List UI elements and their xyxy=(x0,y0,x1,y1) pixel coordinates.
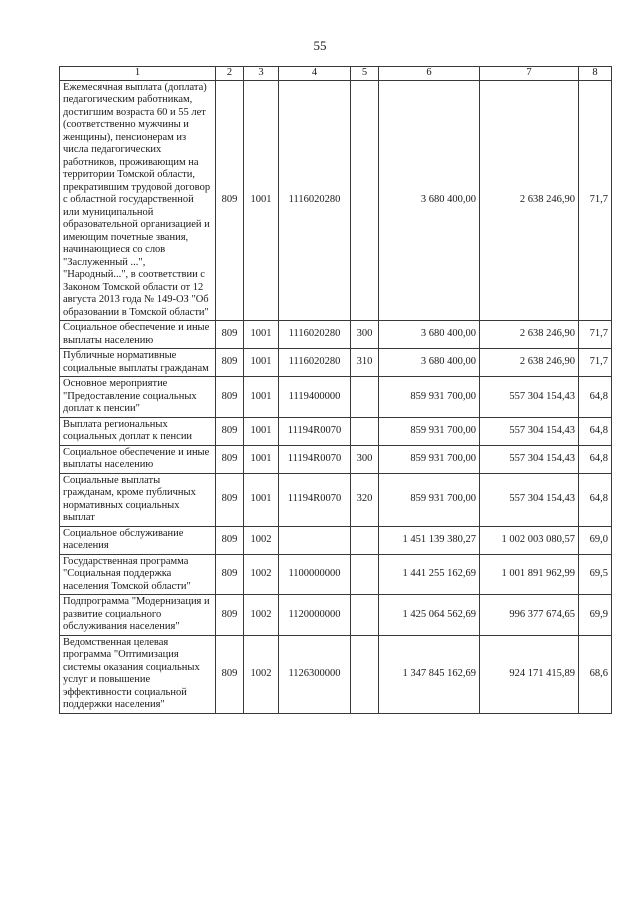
row-planned-amount: 1 347 845 162,69 xyxy=(379,635,480,713)
table-row xyxy=(60,526,612,554)
row-percent: 71,7 xyxy=(579,80,612,321)
row-expense-type xyxy=(351,635,379,713)
row-section-code: 1002 xyxy=(244,595,279,636)
row-target-code: 1119400000 xyxy=(279,377,351,418)
col-header-3: 3 xyxy=(244,67,279,81)
row-executed-amount: 1 001 891 962,99 xyxy=(480,554,579,595)
row-expense-type xyxy=(351,377,379,418)
table-row xyxy=(60,635,612,713)
row-percent: 64,8 xyxy=(579,417,612,445)
row-executed-amount: 924 171 415,89 xyxy=(480,635,579,713)
row-expense-type xyxy=(351,80,379,321)
row-expense-type xyxy=(351,526,379,554)
row-target-code: 1116020280 xyxy=(279,80,351,321)
row-name: Государственная программа "Социальная поддержка населения Томской области" xyxy=(60,554,216,595)
col-header-4: 4 xyxy=(279,67,351,81)
row-section-code: 1002 xyxy=(244,554,279,595)
row-ministry-code: 809 xyxy=(216,526,244,554)
row-ministry-code: 809 xyxy=(216,417,244,445)
row-name: Основное мероприятие "Предоставление социальных доплат к пенсии" xyxy=(60,377,216,418)
row-target-code: 1116020280 xyxy=(279,349,351,377)
row-planned-amount: 859 931 700,00 xyxy=(379,377,480,418)
row-target-code: 11194R0070 xyxy=(279,473,351,526)
row-name: Выплата региональных социальных доплат к пенсии xyxy=(60,417,216,445)
row-name: Ведомственная целевая программа "Оптимизация системы оказания социальных услуг и повышение эффективности социальной поддержки населения" xyxy=(60,635,216,713)
row-ministry-code: 809 xyxy=(216,595,244,636)
row-section-code: 1001 xyxy=(244,349,279,377)
row-ministry-code: 809 xyxy=(216,377,244,418)
table-row xyxy=(60,554,612,595)
page-number: 55 xyxy=(313,38,327,53)
row-planned-amount: 859 931 700,00 xyxy=(379,417,480,445)
row-planned-amount: 3 680 400,00 xyxy=(379,80,480,321)
row-executed-amount: 996 377 674,65 xyxy=(480,595,579,636)
row-section-code: 1002 xyxy=(244,635,279,713)
row-expense-type: 300 xyxy=(351,445,379,473)
row-executed-amount: 557 304 154,43 xyxy=(480,417,579,445)
row-name: Социальное обеспечение и иные выплаты населению xyxy=(60,445,216,473)
row-executed-amount: 557 304 154,43 xyxy=(480,473,579,526)
row-name: Подпрограмма "Модернизация и развитие социального обслуживания населения" xyxy=(60,595,216,636)
row-executed-amount: 2 638 246,90 xyxy=(480,321,579,349)
budget-table xyxy=(59,66,612,714)
row-target-code: 11194R0070 xyxy=(279,445,351,473)
row-ministry-code: 809 xyxy=(216,445,244,473)
row-target-code: 1100000000 xyxy=(279,554,351,595)
col-header-2: 2 xyxy=(216,67,244,81)
row-name: Социальное обслуживание населения xyxy=(60,526,216,554)
row-section-code: 1001 xyxy=(244,377,279,418)
row-expense-type: 300 xyxy=(351,321,379,349)
row-section-code: 1001 xyxy=(244,417,279,445)
table-row xyxy=(60,595,612,636)
row-ministry-code: 809 xyxy=(216,321,244,349)
row-expense-type: 310 xyxy=(351,349,379,377)
row-ministry-code: 809 xyxy=(216,635,244,713)
row-executed-amount: 2 638 246,90 xyxy=(480,80,579,321)
row-planned-amount: 1 451 139 380,27 xyxy=(379,526,480,554)
row-ministry-code: 809 xyxy=(216,473,244,526)
row-ministry-code: 809 xyxy=(216,80,244,321)
row-percent: 71,7 xyxy=(579,349,612,377)
row-name: Ежемесячная выплата (доплата) педагогическим работникам, достигшим возраста 60 и 55 лет (соответственно мужчины и женщины), пенсионерам из числа педагогических работников, проживающим на территории Томской области, прекратившим трудовой договор с областной государственной или муниципальной образовательной организацией и имеющим почетные звания, начинающиеся со слов "Заслуженный ...", "Народный...", в соответствии с Законом Томской области от 12 августа 2013 года № 149-ОЗ "Об образовании в Томской области" xyxy=(60,80,216,321)
row-expense-type xyxy=(351,417,379,445)
row-executed-amount: 557 304 154,43 xyxy=(480,377,579,418)
table-row xyxy=(60,417,612,445)
row-section-code: 1001 xyxy=(244,445,279,473)
table-row xyxy=(60,80,612,321)
row-percent: 68,6 xyxy=(579,635,612,713)
row-planned-amount: 859 931 700,00 xyxy=(379,473,480,526)
row-expense-type xyxy=(351,595,379,636)
row-percent: 69,0 xyxy=(579,526,612,554)
row-ministry-code: 809 xyxy=(216,349,244,377)
row-target-code xyxy=(279,526,351,554)
row-percent: 69,5 xyxy=(579,554,612,595)
row-target-code: 1126300000 xyxy=(279,635,351,713)
table-row xyxy=(60,473,612,526)
row-expense-type xyxy=(351,554,379,595)
row-section-code: 1002 xyxy=(244,526,279,554)
row-planned-amount: 3 680 400,00 xyxy=(379,321,480,349)
row-percent: 64,8 xyxy=(579,445,612,473)
row-expense-type: 320 xyxy=(351,473,379,526)
table-row xyxy=(60,377,612,418)
row-planned-amount: 859 931 700,00 xyxy=(379,445,480,473)
row-percent: 64,8 xyxy=(579,473,612,526)
header-row xyxy=(60,67,612,81)
col-header-7: 7 xyxy=(480,67,579,81)
row-name: Социальное обеспечение и иные выплаты населению xyxy=(60,321,216,349)
row-target-code: 11194R0070 xyxy=(279,417,351,445)
table-row xyxy=(60,349,612,377)
row-executed-amount: 1 002 003 080,57 xyxy=(480,526,579,554)
col-header-6: 6 xyxy=(379,67,480,81)
row-target-code: 1120000000 xyxy=(279,595,351,636)
table-row xyxy=(60,321,612,349)
row-percent: 69,9 xyxy=(579,595,612,636)
row-target-code: 1116020280 xyxy=(279,321,351,349)
row-planned-amount: 3 680 400,00 xyxy=(379,349,480,377)
row-ministry-code: 809 xyxy=(216,554,244,595)
row-section-code: 1001 xyxy=(244,321,279,349)
row-executed-amount: 557 304 154,43 xyxy=(480,445,579,473)
col-header-8: 8 xyxy=(579,67,612,81)
row-planned-amount: 1 441 255 162,69 xyxy=(379,554,480,595)
row-percent: 71,7 xyxy=(579,321,612,349)
row-section-code: 1001 xyxy=(244,473,279,526)
row-name: Публичные нормативные социальные выплаты гражданам xyxy=(60,349,216,377)
row-percent: 64,8 xyxy=(579,377,612,418)
col-header-5: 5 xyxy=(351,67,379,81)
table-row xyxy=(60,445,612,473)
row-name: Социальные выплаты гражданам, кроме публичных нормативных социальных выплат xyxy=(60,473,216,526)
row-section-code: 1001 xyxy=(244,80,279,321)
row-planned-amount: 1 425 064 562,69 xyxy=(379,595,480,636)
col-header-1: 1 xyxy=(60,67,216,81)
row-executed-amount: 2 638 246,90 xyxy=(480,349,579,377)
